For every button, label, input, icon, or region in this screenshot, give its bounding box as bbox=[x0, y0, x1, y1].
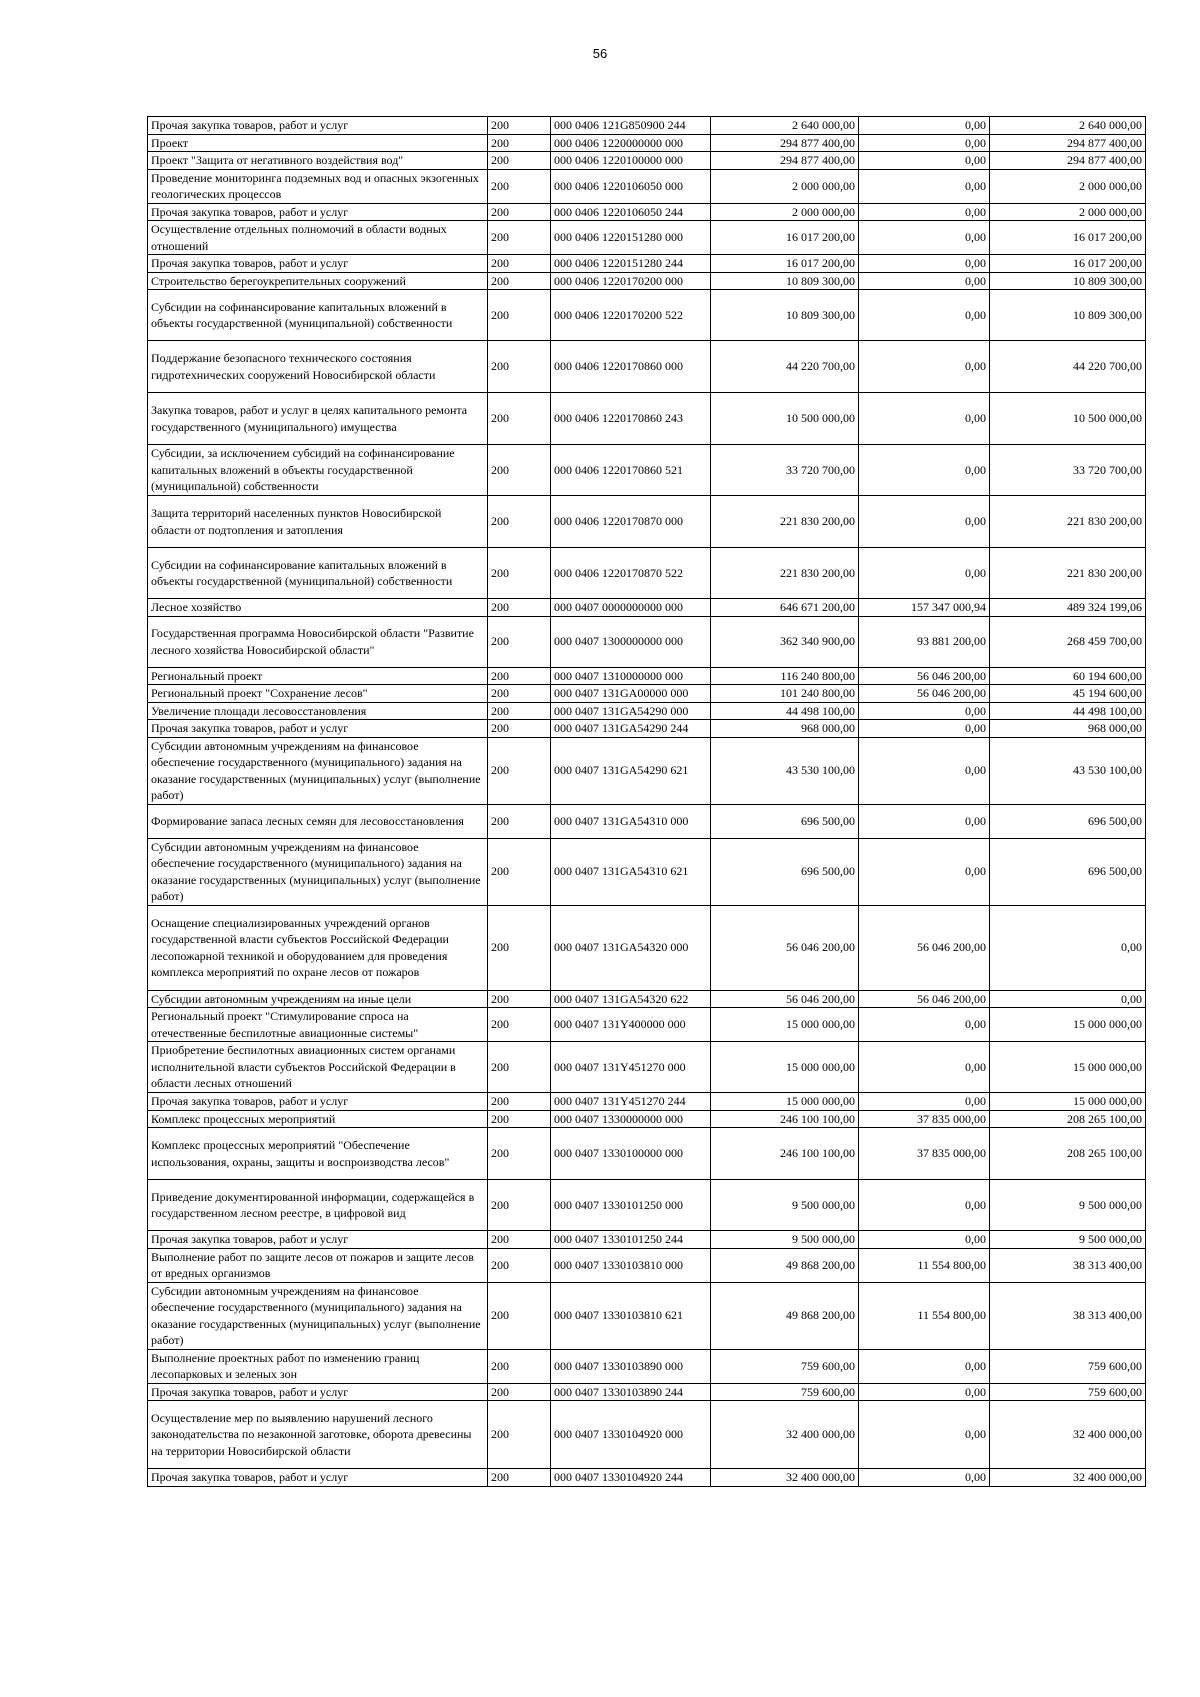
row-change-cell: 0,00 bbox=[859, 1383, 990, 1401]
table-row bbox=[148, 255, 1146, 273]
row-change-cell: 0,00 bbox=[859, 1469, 990, 1487]
row-admin-cell: 200 bbox=[488, 255, 551, 273]
row-total-cell: 696 500,00 bbox=[990, 804, 1146, 838]
row-change-cell: 0,00 bbox=[859, 804, 990, 838]
row-total-cell: 10 500 000,00 bbox=[990, 393, 1146, 445]
row-name-cell: Оснащение специализированных учреждений органов государственной власти субъектов Российской Федерации лесопожарной техникой и оборудованием для проведения комплекса мероприятий по охране лесов от пожаров bbox=[148, 905, 488, 990]
row-plan-cell: 15 000 000,00 bbox=[711, 1008, 859, 1042]
row-code-cell: 000 0406 1220170870 000 bbox=[551, 496, 711, 548]
row-admin-cell: 200 bbox=[488, 1093, 551, 1111]
row-plan-cell: 56 046 200,00 bbox=[711, 905, 859, 990]
row-plan-cell: 101 240 800,00 bbox=[711, 685, 859, 703]
row-code-cell: 000 0406 1220170200 000 bbox=[551, 272, 711, 290]
row-total-cell: 968 000,00 bbox=[990, 720, 1146, 738]
table-row bbox=[148, 1008, 1146, 1042]
row-name-cell: Субсидии на софинансирование капитальных вложений в объекты государственной (муниципальной) собственности bbox=[148, 290, 488, 341]
row-change-cell: 37 835 000,00 bbox=[859, 1128, 990, 1180]
row-code-cell: 000 0407 1330104920 244 bbox=[551, 1469, 711, 1487]
row-total-cell: 32 400 000,00 bbox=[990, 1401, 1146, 1469]
table-row bbox=[148, 1248, 1146, 1282]
row-admin-cell: 200 bbox=[488, 1128, 551, 1180]
row-code-cell: 000 0407 1310000000 000 bbox=[551, 667, 711, 685]
row-plan-cell: 56 046 200,00 bbox=[711, 990, 859, 1008]
row-code-cell: 000 0407 1330000000 000 bbox=[551, 1110, 711, 1128]
row-code-cell: 000 0407 131GA54310 621 bbox=[551, 838, 711, 905]
row-code-cell: 000 0406 1220170860 521 bbox=[551, 445, 711, 496]
row-plan-cell: 33 720 700,00 bbox=[711, 445, 859, 496]
row-change-cell: 0,00 bbox=[859, 272, 990, 290]
row-change-cell: 0,00 bbox=[859, 1349, 990, 1383]
row-total-cell: 15 000 000,00 bbox=[990, 1093, 1146, 1111]
row-code-cell: 000 0406 1220170860 243 bbox=[551, 393, 711, 445]
row-name-cell: Проект bbox=[148, 134, 488, 152]
row-code-cell: 000 0406 1220170870 522 bbox=[551, 548, 711, 599]
row-change-cell: 157 347 000,94 bbox=[859, 599, 990, 617]
row-plan-cell: 15 000 000,00 bbox=[711, 1042, 859, 1093]
row-name-cell: Комплекс процессных мероприятий bbox=[148, 1110, 488, 1128]
row-name-cell: Региональный проект "Сохранение лесов" bbox=[148, 685, 488, 703]
row-change-cell: 0,00 bbox=[859, 1008, 990, 1042]
row-admin-cell: 200 bbox=[488, 1180, 551, 1231]
budget-table-body bbox=[148, 117, 1146, 1487]
row-name-cell: Прочая закупка товаров, работ и услуг bbox=[148, 117, 488, 135]
row-total-cell: 489 324 199,06 bbox=[990, 599, 1146, 617]
row-code-cell: 000 0406 1220106050 000 bbox=[551, 169, 711, 203]
row-admin-cell: 200 bbox=[488, 1008, 551, 1042]
row-code-cell: 000 0407 131GA54320 622 bbox=[551, 990, 711, 1008]
row-code-cell: 000 0407 131GA54310 000 bbox=[551, 804, 711, 838]
row-total-cell: 16 017 200,00 bbox=[990, 221, 1146, 255]
row-admin-cell: 200 bbox=[488, 1231, 551, 1249]
row-code-cell: 000 0407 0000000000 000 bbox=[551, 599, 711, 617]
row-total-cell: 16 017 200,00 bbox=[990, 255, 1146, 273]
row-total-cell: 759 600,00 bbox=[990, 1383, 1146, 1401]
row-admin-cell: 200 bbox=[488, 445, 551, 496]
row-change-cell: 0,00 bbox=[859, 341, 990, 393]
row-total-cell: 759 600,00 bbox=[990, 1349, 1146, 1383]
row-code-cell: 000 0407 1330103810 000 bbox=[551, 1248, 711, 1282]
table-row bbox=[148, 203, 1146, 221]
row-total-cell: 9 500 000,00 bbox=[990, 1231, 1146, 1249]
row-plan-cell: 221 830 200,00 bbox=[711, 496, 859, 548]
row-total-cell: 44 498 100,00 bbox=[990, 702, 1146, 720]
row-plan-cell: 246 100 100,00 bbox=[711, 1128, 859, 1180]
table-row bbox=[148, 616, 1146, 667]
row-change-cell: 0,00 bbox=[859, 152, 990, 170]
row-change-cell: 56 046 200,00 bbox=[859, 990, 990, 1008]
row-name-cell: Строительство берегоукрепительных сооружений bbox=[148, 272, 488, 290]
row-code-cell: 000 0407 1330100000 000 bbox=[551, 1128, 711, 1180]
row-total-cell: 15 000 000,00 bbox=[990, 1042, 1146, 1093]
row-admin-cell: 200 bbox=[488, 838, 551, 905]
row-name-cell: Приобретение беспилотных авиационных систем органами исполнительной власти субъектов Российской Федерации в области лесных отношений bbox=[148, 1042, 488, 1093]
row-admin-cell: 200 bbox=[488, 702, 551, 720]
row-name-cell: Субсидии, за исключением субсидий на софинансирование капитальных вложений в объекты государственной (муниципальной) собственности bbox=[148, 445, 488, 496]
row-total-cell: 208 265 100,00 bbox=[990, 1110, 1146, 1128]
row-change-cell: 11 554 800,00 bbox=[859, 1248, 990, 1282]
row-admin-cell: 200 bbox=[488, 393, 551, 445]
row-name-cell: Поддержание безопасного технического состояния гидротехнических сооружений Новосибирской области bbox=[148, 341, 488, 393]
row-total-cell: 45 194 600,00 bbox=[990, 685, 1146, 703]
row-admin-cell: 200 bbox=[488, 990, 551, 1008]
row-name-cell: Государственная программа Новосибирской области "Развитие лесного хозяйства Новосибирской области" bbox=[148, 616, 488, 667]
row-total-cell: 221 830 200,00 bbox=[990, 496, 1146, 548]
row-admin-cell: 200 bbox=[488, 905, 551, 990]
row-change-cell: 56 046 200,00 bbox=[859, 905, 990, 990]
row-change-cell: 0,00 bbox=[859, 290, 990, 341]
row-plan-cell: 759 600,00 bbox=[711, 1383, 859, 1401]
row-total-cell: 221 830 200,00 bbox=[990, 548, 1146, 599]
row-plan-cell: 696 500,00 bbox=[711, 838, 859, 905]
row-total-cell: 268 459 700,00 bbox=[990, 616, 1146, 667]
row-plan-cell: 16 017 200,00 bbox=[711, 255, 859, 273]
row-plan-cell: 49 868 200,00 bbox=[711, 1248, 859, 1282]
row-total-cell: 15 000 000,00 bbox=[990, 1008, 1146, 1042]
row-admin-cell: 200 bbox=[488, 804, 551, 838]
row-name-cell: Лесное хозяйство bbox=[148, 599, 488, 617]
row-name-cell: Закупка товаров, работ и услуг в целях капитального ремонта государственного (муниципального) имущества bbox=[148, 393, 488, 445]
row-name-cell: Субсидии автономным учреждениям на финансовое обеспечение государственного (муниципального) задания на оказание государственных (муниципальных) услуг (выполнение работ) bbox=[148, 838, 488, 905]
row-name-cell: Прочая закупка товаров, работ и услуг bbox=[148, 1093, 488, 1111]
table-row bbox=[148, 117, 1146, 135]
row-name-cell: Защита территорий населенных пунктов Новосибирской области от подтопления и затопления bbox=[148, 496, 488, 548]
row-code-cell: 000 0407 1300000000 000 bbox=[551, 616, 711, 667]
row-change-cell: 0,00 bbox=[859, 445, 990, 496]
row-plan-cell: 32 400 000,00 bbox=[711, 1469, 859, 1487]
row-total-cell: 0,00 bbox=[990, 905, 1146, 990]
table-row bbox=[148, 1231, 1146, 1249]
row-name-cell: Приведение документированной информации, содержащейся в государственном лесном реестре, в цифровой вид bbox=[148, 1180, 488, 1231]
row-plan-cell: 294 877 400,00 bbox=[711, 134, 859, 152]
table-row bbox=[148, 169, 1146, 203]
row-code-cell: 000 0406 1220170200 522 bbox=[551, 290, 711, 341]
row-plan-cell: 10 809 300,00 bbox=[711, 272, 859, 290]
row-change-cell: 0,00 bbox=[859, 737, 990, 804]
row-code-cell: 000 0406 1220106050 244 bbox=[551, 203, 711, 221]
table-row bbox=[148, 702, 1146, 720]
row-plan-cell: 968 000,00 bbox=[711, 720, 859, 738]
row-plan-cell: 44 498 100,00 bbox=[711, 702, 859, 720]
row-total-cell: 294 877 400,00 bbox=[990, 152, 1146, 170]
row-change-cell: 0,00 bbox=[859, 1042, 990, 1093]
row-name-cell: Проект "Защита от негативного воздействия вод" bbox=[148, 152, 488, 170]
row-total-cell: 10 809 300,00 bbox=[990, 290, 1146, 341]
row-total-cell: 33 720 700,00 bbox=[990, 445, 1146, 496]
row-admin-cell: 200 bbox=[488, 1042, 551, 1093]
row-change-cell: 0,00 bbox=[859, 720, 990, 738]
row-total-cell: 43 530 100,00 bbox=[990, 737, 1146, 804]
row-name-cell: Комплекс процессных мероприятий "Обеспечение использования, охраны, защиты и воспроизводства лесов" bbox=[148, 1128, 488, 1180]
table-row bbox=[148, 1349, 1146, 1383]
table-row bbox=[148, 720, 1146, 738]
table-row bbox=[148, 393, 1146, 445]
row-admin-cell: 200 bbox=[488, 1282, 551, 1349]
row-admin-cell: 200 bbox=[488, 134, 551, 152]
row-code-cell: 000 0407 131Y400000 000 bbox=[551, 1008, 711, 1042]
row-admin-cell: 200 bbox=[488, 720, 551, 738]
row-name-cell: Субсидии автономным учреждениям на иные цели bbox=[148, 990, 488, 1008]
row-admin-cell: 200 bbox=[488, 152, 551, 170]
table-row bbox=[148, 341, 1146, 393]
row-code-cell: 000 0407 1330103810 621 bbox=[551, 1282, 711, 1349]
row-change-cell: 0,00 bbox=[859, 393, 990, 445]
table-row bbox=[148, 599, 1146, 617]
row-plan-cell: 16 017 200,00 bbox=[711, 221, 859, 255]
row-name-cell: Региональный проект bbox=[148, 667, 488, 685]
row-admin-cell: 200 bbox=[488, 737, 551, 804]
row-code-cell: 000 0407 1330103890 000 bbox=[551, 1349, 711, 1383]
row-code-cell: 000 0407 131GA54320 000 bbox=[551, 905, 711, 990]
table-row bbox=[148, 838, 1146, 905]
row-plan-cell: 116 240 800,00 bbox=[711, 667, 859, 685]
row-name-cell: Увеличение площади лесовосстановления bbox=[148, 702, 488, 720]
row-name-cell: Субсидии на софинансирование капитальных вложений в объекты государственной (муниципальной) собственности bbox=[148, 548, 488, 599]
row-total-cell: 38 313 400,00 bbox=[990, 1248, 1146, 1282]
row-code-cell: 000 0407 131GA54290 621 bbox=[551, 737, 711, 804]
row-total-cell: 696 500,00 bbox=[990, 838, 1146, 905]
row-plan-cell: 2 000 000,00 bbox=[711, 169, 859, 203]
row-plan-cell: 2 000 000,00 bbox=[711, 203, 859, 221]
row-name-cell: Субсидии автономным учреждениям на финансовое обеспечение государственного (муниципального) задания на оказание государственных (муниципальных) услуг (выполнение работ) bbox=[148, 737, 488, 804]
row-plan-cell: 246 100 100,00 bbox=[711, 1110, 859, 1128]
row-change-cell: 56 046 200,00 bbox=[859, 685, 990, 703]
row-total-cell: 10 809 300,00 bbox=[990, 272, 1146, 290]
row-admin-cell: 200 bbox=[488, 1349, 551, 1383]
row-admin-cell: 200 bbox=[488, 1469, 551, 1487]
table-row bbox=[148, 1110, 1146, 1128]
row-total-cell: 38 313 400,00 bbox=[990, 1282, 1146, 1349]
row-name-cell: Региональный проект "Стимулирование спроса на отечественные беспилотные авиационные системы" bbox=[148, 1008, 488, 1042]
row-admin-cell: 200 bbox=[488, 117, 551, 135]
row-plan-cell: 221 830 200,00 bbox=[711, 548, 859, 599]
row-name-cell: Осуществление мер по выявлению нарушений лесного законодательства по незаконной заготовке, оборота древесины на территории Новосибирской области bbox=[148, 1401, 488, 1469]
row-admin-cell: 200 bbox=[488, 221, 551, 255]
row-admin-cell: 200 bbox=[488, 1401, 551, 1469]
row-total-cell: 294 877 400,00 bbox=[990, 134, 1146, 152]
row-total-cell: 0,00 bbox=[990, 990, 1146, 1008]
table-row bbox=[148, 804, 1146, 838]
row-plan-cell: 10 809 300,00 bbox=[711, 290, 859, 341]
row-change-cell: 0,00 bbox=[859, 548, 990, 599]
row-total-cell: 9 500 000,00 bbox=[990, 1180, 1146, 1231]
row-admin-cell: 200 bbox=[488, 599, 551, 617]
table-row bbox=[148, 1093, 1146, 1111]
row-change-cell: 0,00 bbox=[859, 255, 990, 273]
row-code-cell: 000 0407 1330104920 000 bbox=[551, 1401, 711, 1469]
row-change-cell: 0,00 bbox=[859, 702, 990, 720]
row-total-cell: 2 000 000,00 bbox=[990, 203, 1146, 221]
row-code-cell: 000 0407 131Y451270 000 bbox=[551, 1042, 711, 1093]
row-change-cell: 93 881 200,00 bbox=[859, 616, 990, 667]
row-plan-cell: 759 600,00 bbox=[711, 1349, 859, 1383]
row-plan-cell: 646 671 200,00 bbox=[711, 599, 859, 617]
row-admin-cell: 200 bbox=[488, 1383, 551, 1401]
row-code-cell: 000 0406 1220151280 000 bbox=[551, 221, 711, 255]
row-plan-cell: 32 400 000,00 bbox=[711, 1401, 859, 1469]
row-plan-cell: 43 530 100,00 bbox=[711, 737, 859, 804]
table-row bbox=[148, 496, 1146, 548]
row-change-cell: 0,00 bbox=[859, 221, 990, 255]
row-total-cell: 60 194 600,00 bbox=[990, 667, 1146, 685]
row-change-cell: 11 554 800,00 bbox=[859, 1282, 990, 1349]
table-row bbox=[148, 1282, 1146, 1349]
row-name-cell: Выполнение работ по защите лесов от пожаров и защите лесов от вредных организмов bbox=[148, 1248, 488, 1282]
row-name-cell: Прочая закупка товаров, работ и услуг bbox=[148, 720, 488, 738]
row-change-cell: 0,00 bbox=[859, 1401, 990, 1469]
table-row bbox=[148, 152, 1146, 170]
table-row bbox=[148, 221, 1146, 255]
row-admin-cell: 200 bbox=[488, 667, 551, 685]
row-code-cell: 000 0407 1330101250 000 bbox=[551, 1180, 711, 1231]
row-admin-cell: 200 bbox=[488, 1110, 551, 1128]
row-code-cell: 000 0406 1220170860 000 bbox=[551, 341, 711, 393]
table-row bbox=[148, 272, 1146, 290]
table-row bbox=[148, 1383, 1146, 1401]
row-total-cell: 208 265 100,00 bbox=[990, 1128, 1146, 1180]
row-code-cell: 000 0407 1330103890 244 bbox=[551, 1383, 711, 1401]
row-name-cell: Прочая закупка товаров, работ и услуг bbox=[148, 255, 488, 273]
row-change-cell: 0,00 bbox=[859, 1231, 990, 1249]
row-code-cell: 000 0407 131GA54290 000 bbox=[551, 702, 711, 720]
row-admin-cell: 200 bbox=[488, 548, 551, 599]
row-admin-cell: 200 bbox=[488, 272, 551, 290]
row-total-cell: 2 000 000,00 bbox=[990, 169, 1146, 203]
row-code-cell: 000 0407 131Y451270 244 bbox=[551, 1093, 711, 1111]
row-code-cell: 000 0406 121G850900 244 bbox=[551, 117, 711, 135]
row-admin-cell: 200 bbox=[488, 341, 551, 393]
row-change-cell: 0,00 bbox=[859, 117, 990, 135]
table-row bbox=[148, 1180, 1146, 1231]
row-change-cell: 0,00 bbox=[859, 838, 990, 905]
table-row bbox=[148, 905, 1146, 990]
row-plan-cell: 9 500 000,00 bbox=[711, 1180, 859, 1231]
row-code-cell: 000 0406 1220100000 000 bbox=[551, 152, 711, 170]
row-total-cell: 32 400 000,00 bbox=[990, 1469, 1146, 1487]
row-change-cell: 56 046 200,00 bbox=[859, 667, 990, 685]
row-name-cell: Осуществление отдельных полномочий в области водных отношений bbox=[148, 221, 488, 255]
row-plan-cell: 10 500 000,00 bbox=[711, 393, 859, 445]
row-total-cell: 2 640 000,00 bbox=[990, 117, 1146, 135]
row-change-cell: 0,00 bbox=[859, 496, 990, 548]
table-row bbox=[148, 1128, 1146, 1180]
row-admin-cell: 200 bbox=[488, 1248, 551, 1282]
row-change-cell: 37 835 000,00 bbox=[859, 1110, 990, 1128]
budget-table bbox=[147, 116, 1146, 1487]
row-plan-cell: 294 877 400,00 bbox=[711, 152, 859, 170]
row-change-cell: 0,00 bbox=[859, 203, 990, 221]
table-row bbox=[148, 1401, 1146, 1469]
row-admin-cell: 200 bbox=[488, 169, 551, 203]
page-number: 56 bbox=[592, 46, 608, 61]
row-admin-cell: 200 bbox=[488, 496, 551, 548]
row-name-cell: Прочая закупка товаров, работ и услуг bbox=[148, 1469, 488, 1487]
table-row bbox=[148, 990, 1146, 1008]
row-code-cell: 000 0407 1330101250 244 bbox=[551, 1231, 711, 1249]
table-row bbox=[148, 737, 1146, 804]
row-admin-cell: 200 bbox=[488, 685, 551, 703]
table-row bbox=[148, 290, 1146, 341]
row-plan-cell: 49 868 200,00 bbox=[711, 1282, 859, 1349]
row-plan-cell: 2 640 000,00 bbox=[711, 117, 859, 135]
table-row bbox=[148, 685, 1146, 703]
row-plan-cell: 15 000 000,00 bbox=[711, 1093, 859, 1111]
row-code-cell: 000 0407 131GA54290 244 bbox=[551, 720, 711, 738]
row-plan-cell: 9 500 000,00 bbox=[711, 1231, 859, 1249]
row-name-cell: Прочая закупка товаров, работ и услуг bbox=[148, 203, 488, 221]
row-total-cell: 44 220 700,00 bbox=[990, 341, 1146, 393]
table-row bbox=[148, 548, 1146, 599]
table-row bbox=[148, 667, 1146, 685]
row-code-cell: 000 0406 1220000000 000 bbox=[551, 134, 711, 152]
row-code-cell: 000 0407 131GA00000 000 bbox=[551, 685, 711, 703]
row-plan-cell: 696 500,00 bbox=[711, 804, 859, 838]
row-change-cell: 0,00 bbox=[859, 134, 990, 152]
row-name-cell: Субсидии автономным учреждениям на финансовое обеспечение государственного (муниципального) задания на оказание государственных (муниципальных) услуг (выполнение работ) bbox=[148, 1282, 488, 1349]
table-row bbox=[148, 134, 1146, 152]
row-name-cell: Прочая закупка товаров, работ и услуг bbox=[148, 1383, 488, 1401]
row-name-cell: Формирование запаса лесных семян для лесовосстановления bbox=[148, 804, 488, 838]
row-admin-cell: 200 bbox=[488, 290, 551, 341]
table-row bbox=[148, 445, 1146, 496]
row-change-cell: 0,00 bbox=[859, 169, 990, 203]
row-admin-cell: 200 bbox=[488, 203, 551, 221]
table-row bbox=[148, 1469, 1146, 1487]
row-name-cell: Выполнение проектных работ по изменению границ лесопарковых и зеленых зон bbox=[148, 1349, 488, 1383]
table-row bbox=[148, 1042, 1146, 1093]
row-name-cell: Проведение мониторинга подземных вод и опасных экзогенных геологических процессов bbox=[148, 169, 488, 203]
row-name-cell: Прочая закупка товаров, работ и услуг bbox=[148, 1231, 488, 1249]
row-code-cell: 000 0406 1220151280 244 bbox=[551, 255, 711, 273]
row-change-cell: 0,00 bbox=[859, 1093, 990, 1111]
row-plan-cell: 44 220 700,00 bbox=[711, 341, 859, 393]
row-change-cell: 0,00 bbox=[859, 1180, 990, 1231]
row-plan-cell: 362 340 900,00 bbox=[711, 616, 859, 667]
row-admin-cell: 200 bbox=[488, 616, 551, 667]
